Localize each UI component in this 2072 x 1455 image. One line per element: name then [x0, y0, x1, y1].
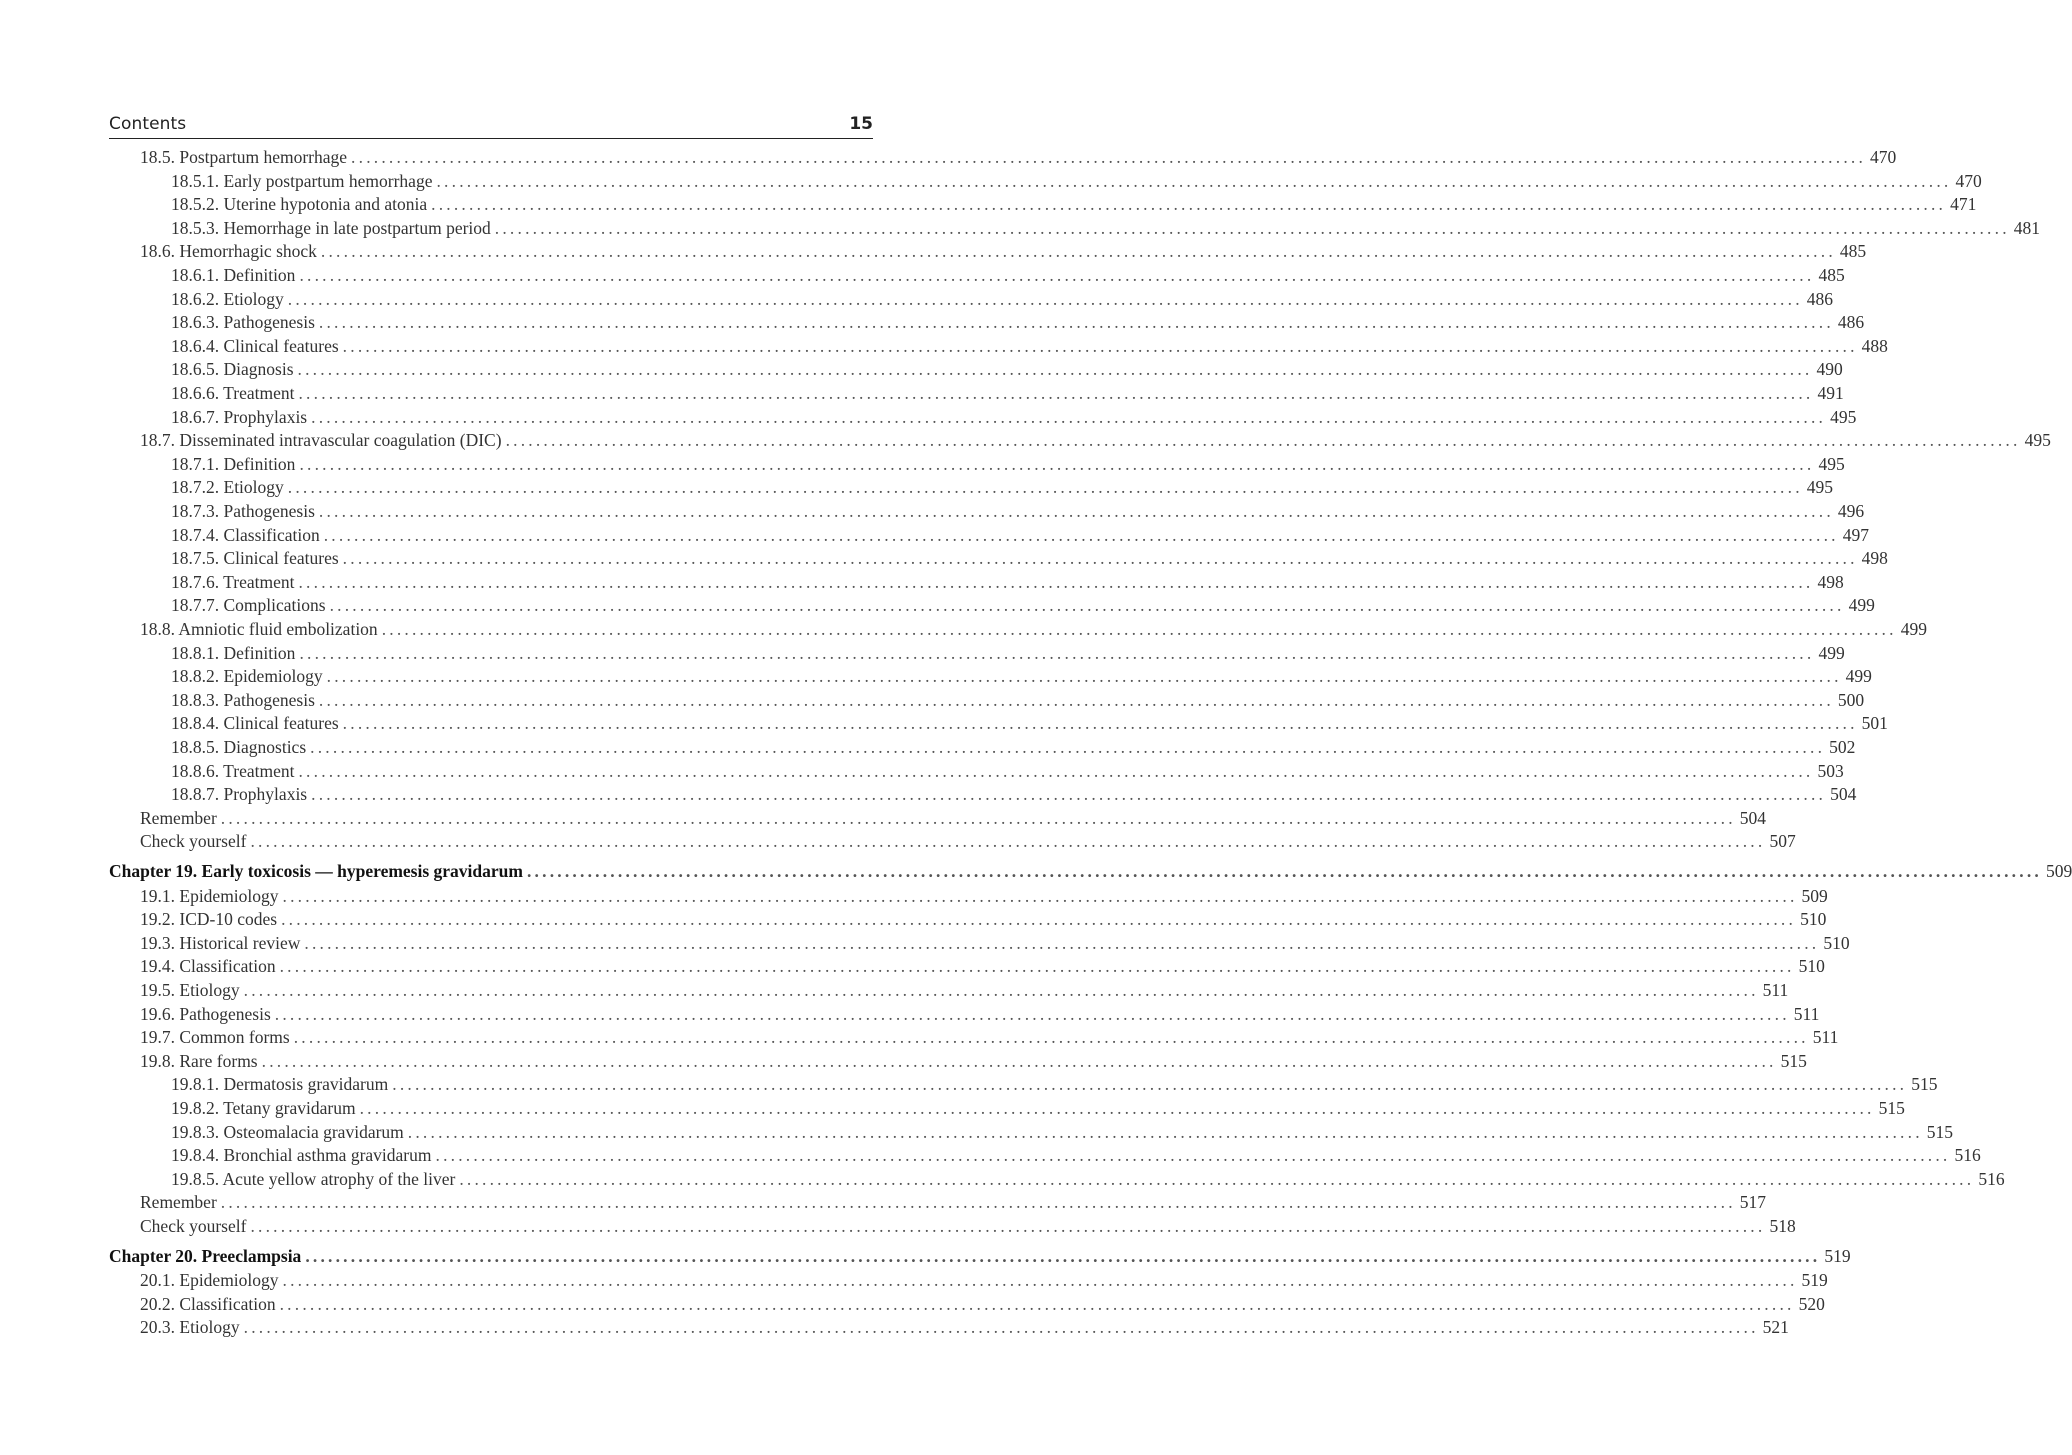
- dot-leader: ........................................................................................................................................................................................................: [250, 831, 1766, 852]
- toc-entry: [109, 359, 1843, 383]
- toc-entry-label: 18.8.7. Prophylaxis: [171, 784, 308, 805]
- toc-entry-page: 511: [1812, 1027, 1839, 1048]
- dot-leader: ........................................................................................................................................................................................................: [326, 666, 1842, 687]
- toc-entry: [109, 217, 2041, 242]
- dot-leader: ........................................................................................................................................................................................................: [282, 1270, 1798, 1291]
- dot-leader: ........................................................................................................................................................................................................: [287, 288, 1803, 309]
- toc-entry-page: 511: [1793, 1003, 1820, 1024]
- dot-leader: ........................................................................................................................................................................................................: [279, 956, 1795, 977]
- toc-entry: [109, 1270, 1828, 1294]
- dot-leader: ........................................................................................................................................................................................................: [407, 1121, 1923, 1142]
- dot-leader: ........................................................................................................................................................................................................: [281, 909, 1797, 930]
- dot-leader: ........................................................................................................................................................................................................: [381, 619, 1897, 639]
- toc-entry: [109, 571, 1844, 596]
- dot-leader: ........................................................................................................................................................................................................: [298, 383, 1814, 403]
- dot-leader: ........................................................................................................................................................................................................: [435, 1145, 1951, 1166]
- toc-entry-label: Remember: [140, 807, 217, 828]
- toc-entry-label: 18.7.4. Classification: [171, 524, 320, 545]
- dot-leader: ........................................................................................................................................................................................................: [299, 642, 1815, 663]
- toc-entry: [109, 642, 1845, 667]
- dot-leader: ........................................................................................................................................................................................................: [250, 1216, 1766, 1236]
- dot-leader: ........................................................................................................................................................................................................: [318, 689, 1834, 710]
- toc-entry-label: 18.7.7. Complications: [171, 595, 326, 616]
- toc-entry-label: Check yourself: [140, 831, 247, 852]
- toc-entry: [109, 831, 1796, 855]
- dot-leader: ........................................................................................................................................................................................................: [279, 1293, 1795, 1314]
- toc-entry-page: 503: [1817, 760, 1844, 781]
- dot-leader: ........................................................................................................................................................................................................: [287, 477, 1803, 498]
- toc-entry-label: 18.6.3. Pathogenesis: [171, 312, 315, 333]
- toc-entry: [109, 265, 1845, 289]
- toc-entry: [109, 453, 1845, 478]
- toc-entry-label: 19.8.4. Bronchial asthma gravidarum: [171, 1145, 432, 1166]
- toc-entry-label: 18.8.4. Clinical features: [171, 713, 339, 734]
- toc-entry: [109, 430, 2051, 454]
- toc-entry-label: 19.5. Etiology: [140, 980, 240, 1000]
- toc-entry-label: 18.8.1. Definition: [171, 642, 296, 663]
- dot-leader: ........................................................................................................................................................................................................: [329, 595, 1845, 616]
- toc-entry-page: 515: [1780, 1050, 1807, 1071]
- toc-entry: [109, 241, 1867, 265]
- toc-entry: [109, 619, 1927, 643]
- toc-entry-label: 18.5. Postpartum hemorrhage: [140, 147, 348, 167]
- toc-entry: [109, 1192, 1767, 1216]
- toc-entry-page: 471: [1950, 194, 1977, 215]
- toc-entry-page: 516: [1954, 1145, 1981, 1166]
- toc-entry: [109, 501, 1865, 525]
- dot-leader: ........................................................................................................................................................................................................: [323, 524, 1839, 545]
- toc-entry-page: 481: [2013, 217, 2041, 238]
- toc-entry-page: 510: [1800, 909, 1827, 930]
- toc-entry-page: 518: [1769, 1216, 1796, 1236]
- toc-entry-page: 498: [1817, 571, 1844, 592]
- page-number: 15: [849, 114, 873, 134]
- toc-entry-label: 18.8.2. Epidemiology: [171, 666, 323, 687]
- dot-leader: ........................................................................................................................................................................................................: [220, 1192, 1736, 1213]
- toc-entry-page: 519: [1824, 1245, 1851, 1266]
- toc-entry-page: 470: [1870, 147, 1897, 167]
- toc-entry-label: 18.6.2. Etiology: [171, 288, 284, 309]
- toc-entry-page: 495: [1818, 453, 1845, 474]
- toc-entry-label: 19.1. Epidemiology: [140, 885, 279, 906]
- toc-entry-page: 499: [1900, 619, 1927, 639]
- toc-entry: [109, 909, 1827, 933]
- toc-entry-label: 18.5.1. Early postpartum hemorrhage: [171, 170, 433, 191]
- toc-entry-label: 18.7. Disseminated intravascular coagulation (DIC): [140, 430, 502, 451]
- toc-entry-page: 500: [1837, 689, 1865, 710]
- toc-entry-label: 18.7.3. Pathogenesis: [171, 501, 315, 521]
- toc-entry: [109, 383, 1844, 407]
- toc-entry-label: 20.1. Epidemiology: [140, 1270, 279, 1291]
- toc-entry-page: 498: [1861, 548, 1888, 569]
- toc-entry: [109, 666, 1872, 690]
- toc-entry-page: 504: [1739, 807, 1767, 828]
- dot-leader: ........................................................................................................................................................................................................: [494, 217, 2010, 238]
- toc-entry: [109, 689, 1865, 714]
- toc-entry: [109, 956, 1825, 980]
- toc-entry-label: 19.8.2. Tetany gravidarum: [171, 1098, 356, 1118]
- header-title: Contents: [109, 114, 187, 134]
- toc-entry-label: 18.8.5. Diagnostics: [171, 737, 307, 757]
- toc-entry: [109, 406, 1857, 431]
- toc-entry-label: 19.8.5. Acute yellow atrophy of the liver: [171, 1168, 456, 1189]
- dot-leader: ........................................................................................................................................................................................................: [310, 737, 1826, 757]
- dot-leader: ........................................................................................................................................................................................................: [392, 1074, 1908, 1095]
- toc-entry: [109, 524, 1869, 549]
- toc-entry-page: 511: [1762, 980, 1789, 1000]
- dot-leader: ........................................................................................................................................................................................................: [305, 1245, 1821, 1266]
- dot-leader: ........................................................................................................................................................................................................: [261, 1050, 1777, 1071]
- toc-entry-label: Chapter 20. Preeclampsia: [109, 1245, 302, 1266]
- toc-entry-page: 495: [1830, 406, 1857, 427]
- toc-entry-page: 497: [1842, 524, 1869, 545]
- toc-entry: [109, 1145, 1981, 1169]
- dot-leader: ........................................................................................................................................................................................................: [298, 760, 1814, 781]
- toc-entry: [109, 335, 1888, 360]
- dot-leader: ........................................................................................................................................................................................................: [318, 501, 1834, 521]
- dot-leader: ........................................................................................................................................................................................................: [320, 241, 1836, 262]
- toc-entry-page: 490: [1816, 359, 1843, 380]
- toc-entry: [109, 1293, 1825, 1318]
- dot-leader: ........................................................................................................................................................................................................: [505, 430, 2021, 451]
- dot-leader: ........................................................................................................................................................................................................: [431, 194, 1947, 215]
- toc-entry-page: 519: [1801, 1270, 1828, 1291]
- toc-entry: [109, 980, 1789, 1004]
- toc-entry-label: 18.8.6. Treatment: [171, 760, 295, 781]
- dot-leader: ........................................................................................................................................................................................................: [282, 885, 1798, 906]
- toc-entry-label: 18.5.3. Hemorrhage in late postpartum period: [171, 217, 491, 238]
- toc-entry-label: 20.3. Etiology: [140, 1317, 240, 1338]
- toc-entry: [109, 1216, 1796, 1240]
- toc-entry-page: 517: [1739, 1192, 1767, 1213]
- toc-entry-label: 19.6. Pathogenesis: [140, 1003, 271, 1024]
- dot-leader: ........................................................................................................................................................................................................: [304, 932, 1820, 953]
- toc-entry: [109, 885, 1828, 910]
- toc-entry-label: 18.6.7. Prophylaxis: [171, 406, 308, 427]
- toc-entry: [109, 170, 1982, 195]
- toc-entry-page: 510: [1823, 932, 1850, 953]
- toc-entry-page: 515: [1878, 1098, 1905, 1118]
- dot-leader: ........................................................................................................................................................................................................: [342, 713, 1858, 734]
- dot-leader: ........................................................................................................................................................................................................: [351, 147, 1867, 167]
- dot-leader: ........................................................................................................................................................................................................: [526, 861, 2042, 881]
- toc-entry-label: 18.7.1. Definition: [171, 453, 296, 474]
- toc-entry-page: 515: [1911, 1074, 1938, 1095]
- toc-entry-label: 19.7. Common forms: [140, 1027, 290, 1048]
- toc-entry-label: 19.8.3. Osteomalacia gravidarum: [171, 1121, 404, 1142]
- toc-entry-page: 502: [1829, 737, 1856, 757]
- toc-entry-label: 19.8. Rare forms: [140, 1050, 258, 1071]
- toc-entry-page: 488: [1861, 335, 1888, 356]
- toc-entry-page: 495: [1806, 477, 1834, 498]
- toc-entry-label: 18.7.5. Clinical features: [171, 548, 339, 569]
- toc-entry: [109, 288, 1834, 313]
- running-header: [109, 112, 873, 139]
- toc-entry-label: 18.6.6. Treatment: [171, 383, 295, 403]
- toc-entry: [109, 1121, 1954, 1146]
- toc-entry-page: 499: [1818, 642, 1845, 663]
- toc-entry: [109, 194, 1977, 218]
- toc-entry: [109, 737, 1856, 761]
- toc-entry: [109, 1317, 1789, 1341]
- dot-leader: ........................................................................................................................................................................................................: [359, 1098, 1875, 1118]
- toc-entry-label: Remember: [140, 1192, 217, 1213]
- toc-entry-page: 516: [1978, 1168, 2005, 1189]
- toc-entry-label: Check yourself: [140, 1216, 247, 1236]
- dot-leader: ........................................................................................................................................................................................................: [318, 312, 1834, 333]
- dot-leader: ........................................................................................................................................................................................................: [243, 980, 1759, 1000]
- toc-entry-label: 19.8.1. Dermatosis gravidarum: [171, 1074, 389, 1095]
- toc-entry: [109, 760, 1844, 785]
- dot-leader: ........................................................................................................................................................................................................: [459, 1168, 1975, 1189]
- toc-entry-label: 18.8. Amniotic fluid embolization: [140, 619, 378, 639]
- toc-entry-page: 499: [1845, 666, 1872, 687]
- toc-entry-label: 18.6.4. Clinical features: [171, 335, 339, 356]
- toc-entry-page: 501: [1861, 713, 1888, 734]
- toc-entry-label: 19.2. ICD-10 codes: [140, 909, 278, 930]
- toc-entry-page: 521: [1762, 1317, 1789, 1338]
- toc-entry-page: 504: [1830, 784, 1857, 805]
- dot-leader: ........................................................................................................................................................................................................: [243, 1317, 1759, 1338]
- dot-leader: ........................................................................................................................................................................................................: [293, 1027, 1809, 1048]
- dot-leader: ........................................................................................................................................................................................................: [299, 453, 1815, 474]
- toc-entry: [109, 477, 1834, 501]
- toc-entry-label: 18.7.2. Etiology: [171, 477, 284, 498]
- toc-entry: [109, 784, 1857, 808]
- dot-leader: ........................................................................................................................................................................................................: [311, 784, 1827, 805]
- toc-entry: [109, 595, 1875, 619]
- toc-entry: [109, 807, 1767, 832]
- dot-leader: ........................................................................................................................................................................................................: [311, 406, 1827, 427]
- dot-leader: ........................................................................................................................................................................................................: [342, 335, 1858, 356]
- toc-entry-page: 486: [1837, 312, 1865, 333]
- toc-entry-page: 520: [1798, 1293, 1825, 1314]
- dot-leader: ........................................................................................................................................................................................................: [274, 1003, 1790, 1024]
- toc-entry-page: 485: [1818, 265, 1845, 285]
- toc-entry: [109, 1074, 1938, 1098]
- toc-entry: [109, 1050, 1807, 1075]
- toc-entry: [109, 1027, 1839, 1051]
- toc-entry-page: 495: [2024, 430, 2051, 451]
- toc-entry-label: Chapter 19. Early toxicosis — hyperemesis gravidarum: [109, 861, 523, 881]
- toc-entry-page: 509: [2045, 861, 2072, 881]
- toc-entry: [109, 1003, 1820, 1028]
- toc-entry-label: 18.8.3. Pathogenesis: [171, 689, 315, 710]
- toc-entry-label: 18.6.1. Definition: [171, 265, 296, 285]
- toc-entry-label: 20.2. Classification: [140, 1293, 276, 1314]
- toc-entry: [109, 548, 1888, 572]
- dot-leader: ........................................................................................................................................................................................................: [297, 359, 1813, 380]
- dot-leader: ........................................................................................................................................................................................................: [298, 571, 1814, 592]
- toc-entry-page: 510: [1798, 956, 1825, 977]
- toc-chapter-entry: [109, 861, 2072, 885]
- toc-entry-page: 470: [1955, 170, 1982, 191]
- toc-entry: [109, 1168, 2005, 1193]
- toc-entry: [109, 932, 1850, 957]
- toc-entry-page: 507: [1769, 831, 1796, 852]
- toc-entry: [109, 147, 1897, 171]
- toc-chapter-entry: [109, 1245, 1851, 1270]
- dot-leader: ........................................................................................................................................................................................................: [299, 265, 1815, 285]
- toc-entry-page: 486: [1806, 288, 1834, 309]
- toc-entry-label: 18.6. Hemorrhagic shock: [140, 241, 317, 262]
- toc-entry-label: 19.3. Historical review: [140, 932, 301, 953]
- toc-entry-page: 485: [1839, 241, 1867, 262]
- toc-entry-label: 18.7.6. Treatment: [171, 571, 295, 592]
- toc-entry-page: 499: [1848, 595, 1875, 616]
- toc-entry-label: 18.6.5. Diagnosis: [171, 359, 294, 380]
- dot-leader: ........................................................................................................................................................................................................: [220, 807, 1736, 828]
- toc-entry-label: 19.4. Classification: [140, 956, 276, 977]
- toc-entry-page: 496: [1837, 501, 1865, 521]
- toc-entry-page: 491: [1817, 383, 1844, 403]
- toc-entry: [109, 713, 1888, 737]
- toc-entry-label: 18.5.2. Uterine hypotonia and atonia: [171, 194, 428, 215]
- toc-entry-page: 509: [1801, 885, 1828, 906]
- dot-leader: ........................................................................................................................................................................................................: [342, 548, 1858, 569]
- toc-entry: [109, 312, 1865, 336]
- toc-entry-page: 515: [1926, 1121, 1954, 1142]
- toc-entry: [109, 1098, 1905, 1122]
- dot-leader: ........................................................................................................................................................................................................: [436, 170, 1952, 191]
